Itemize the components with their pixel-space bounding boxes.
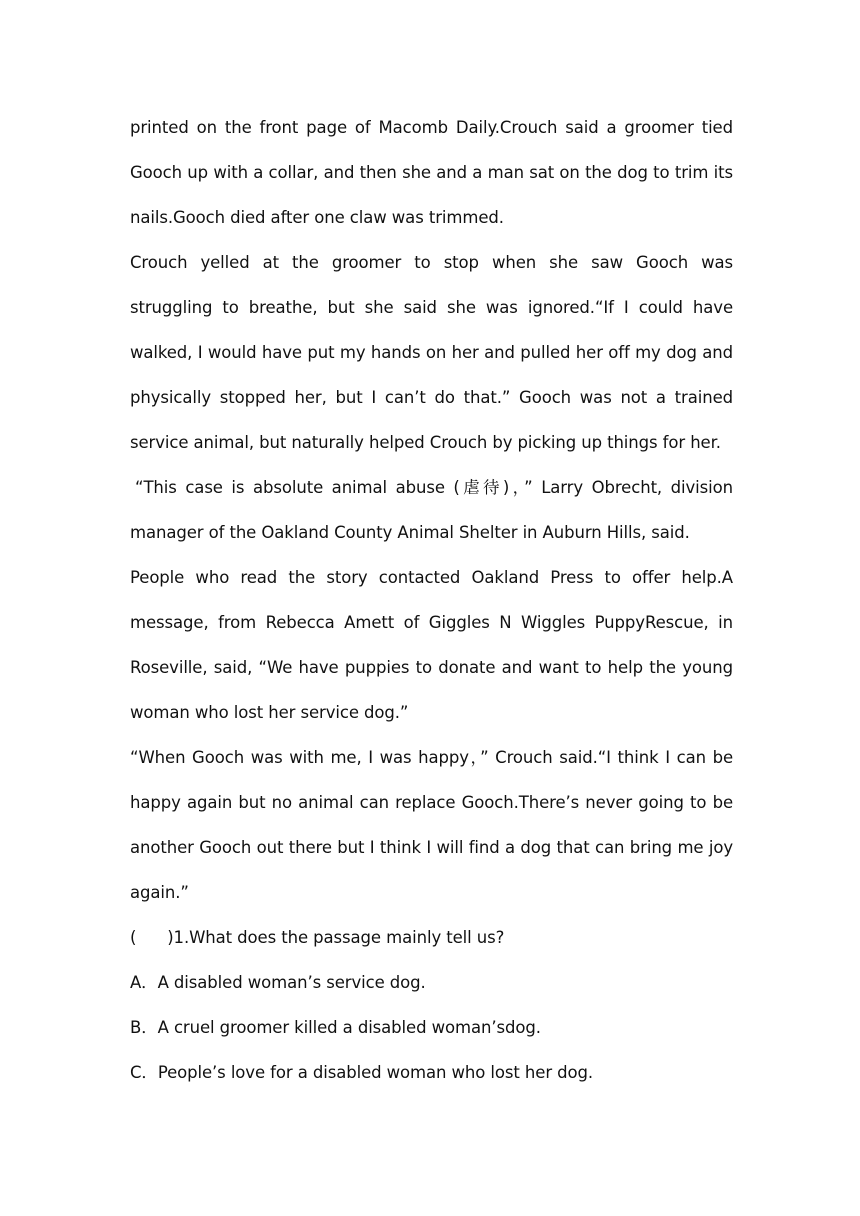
question-option-c: C．People’s love for a disabled woman who lost her dog. — [130, 1063, 594, 1082]
paragraph-2: Crouch yelled at the groomer to stop when she saw Gooch was struggling to breathe, but she said she was ignored.“If I could have walked, I would have put my hands on her and pulled her off my dog and physically stopped her, but I can’t do that.” Gooch was not a trained service animal, but naturally helped Crouch by picking up things for her. — [130, 253, 733, 452]
paragraph-4: People who read the story contacted Oakland Press to offer help.A message, from Rebecca Amett of Giggles N Wiggles PuppyRescue, in Roseville, said, “We have puppies to donate and want to help the young woman who lost her service dog.” — [130, 568, 733, 722]
paragraph-3: “This case is absolute animal abuse (虐待)，” Larry Obrecht, division manager of the Oakland County Animal Shelter in Auburn Hills, said. — [130, 478, 733, 542]
passage-text — [130, 105, 733, 1095]
question-stem: ( )1.What does the passage mainly tell us? — [130, 928, 505, 947]
question-option-b: B．A cruel groomer killed a disabled woman’sdog. — [130, 1018, 541, 1037]
question-option-a: A．A disabled woman’s service dog. — [130, 973, 426, 992]
paragraph-5: “When Gooch was with me, I was happy，” Crouch said.“I think I can be happy again but no animal can replace Gooch.There’s never going to be another Gooch out there but I think I will find a dog that can bring me joy again.” — [130, 748, 733, 902]
paragraph-1: printed on the front page of Macomb Daily.Crouch said a groomer tied Gooch up with a collar, and then she and a man sat on the dog to trim its nails.Gooch died after one claw was trimmed. — [130, 118, 733, 227]
